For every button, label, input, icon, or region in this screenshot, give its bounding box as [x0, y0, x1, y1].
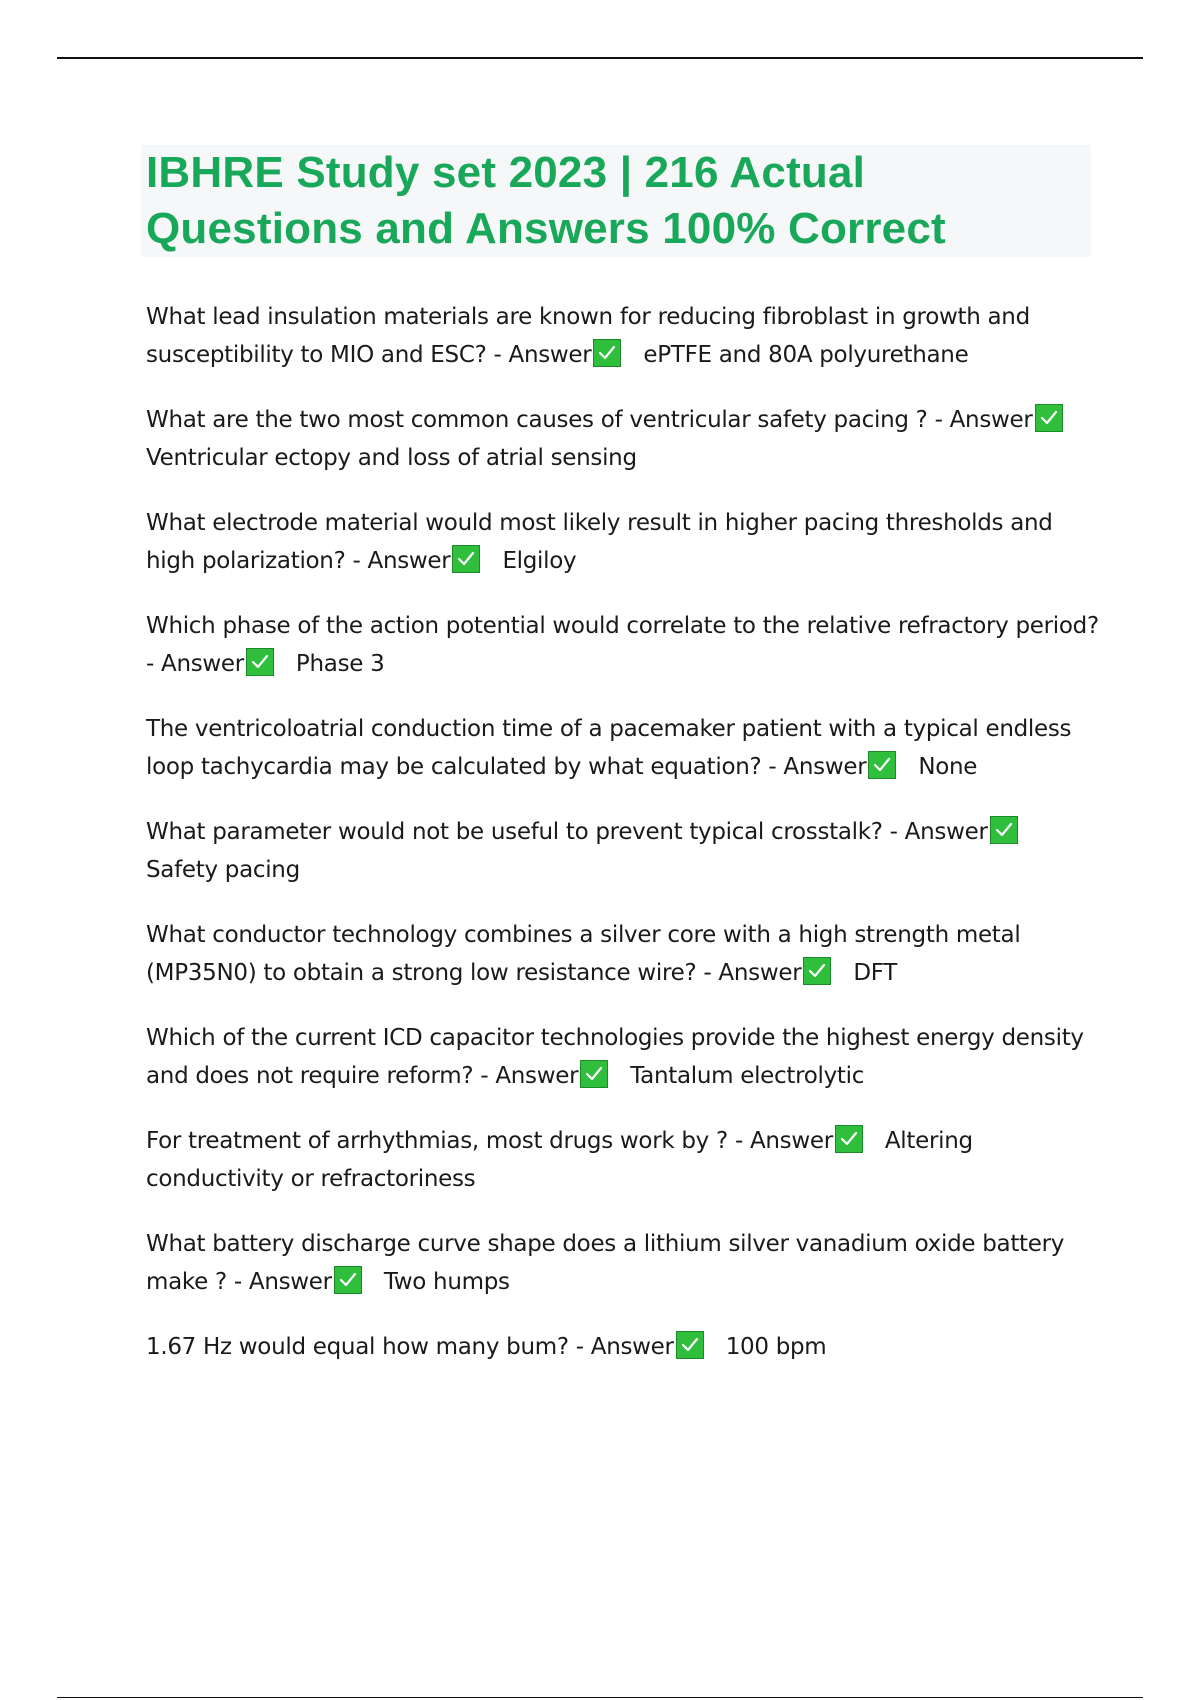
answer-label: - Answer: [768, 754, 867, 780]
document-title: IBHRE Study set 2023 | 216 Actual Questions and Answers 100% Correct: [146, 148, 946, 253]
answer-text: DFT: [853, 960, 898, 986]
answer-text: Altering conductivity or refractoriness: [146, 1128, 973, 1192]
checkmark-icon: [580, 1060, 608, 1088]
title-box: [141, 145, 1091, 257]
checkmark-icon: [334, 1266, 362, 1294]
question-text: What lead insulation materials are known for reducing fibroblast in growth and susceptibility to MIO and ESC?: [146, 304, 1030, 368]
checkmark-icon: [990, 816, 1018, 844]
question-text: For treatment of arrhythmias, most drugs work by ?: [146, 1128, 728, 1154]
checkmark-icon: [676, 1331, 704, 1359]
question-text: What parameter would not be useful to prevent typical crosstalk?: [146, 819, 883, 845]
checkmark-icon: [1035, 404, 1063, 432]
answer-text: Ventricular ectopy and loss of atrial sensing: [146, 445, 637, 471]
qa-item: [146, 1019, 1106, 1095]
answer-text: ePTFE and 80A polyurethane: [643, 342, 969, 368]
answer-label: - Answer: [934, 407, 1033, 433]
qa-item: [146, 1225, 1106, 1301]
answer-text: Two humps: [383, 1269, 510, 1295]
checkmark-icon: [835, 1125, 863, 1153]
answer-label: - Answer: [734, 1128, 833, 1154]
checkmark-icon: [246, 648, 274, 676]
answer-label: - Answer: [233, 1269, 332, 1295]
question-text: What electrode material would most likely result in higher pacing thresholds and high polarization?: [146, 510, 1053, 574]
qa-item: [146, 298, 1106, 374]
answer-label: - Answer: [480, 1063, 579, 1089]
question-text: Which of the current ICD capacitor technologies provide the highest energy density and does not require reform?: [146, 1025, 1084, 1089]
answer-text: 100 bpm: [725, 1334, 827, 1360]
qa-item: [146, 607, 1106, 683]
checkmark-icon: [593, 339, 621, 367]
qa-item: [146, 710, 1106, 786]
qa-item: [146, 813, 1106, 889]
answer-text: Tantalum electrolytic: [630, 1063, 865, 1089]
question-text: What battery discharge curve shape does a lithium silver vanadium oxide battery make ?: [146, 1231, 1065, 1295]
bottom-rule: [57, 1697, 1143, 1698]
answer-label: - Answer: [146, 651, 244, 677]
answer-text: Phase 3: [295, 651, 385, 677]
qa-item: [146, 401, 1106, 477]
qa-item: [146, 504, 1106, 580]
qa-item: [146, 1328, 1106, 1366]
answer-label: - Answer: [493, 342, 592, 368]
question-text: 1.67 Hz would equal how many bum?: [146, 1334, 569, 1360]
question-text: What are the two most common causes of ventricular safety pacing ?: [146, 407, 928, 433]
top-rule: [57, 57, 1143, 59]
checkmark-icon: [868, 751, 896, 779]
checkmark-icon: [452, 545, 480, 573]
answer-label: - Answer: [703, 960, 802, 986]
qa-item: [146, 1122, 1106, 1198]
question-text: What conductor technology combines a silver core with a high strength metal (MP35N0) to obtain a strong low resistance wire?: [146, 922, 1021, 986]
answer-text: None: [918, 754, 978, 780]
answer-label: - Answer: [575, 1334, 674, 1360]
qa-item: [146, 916, 1106, 992]
answer-text: Safety pacing: [146, 857, 300, 883]
question-text: The ventricoloatrial conduction time of a pacemaker patient with a typical endless loop tachycardia may be calculated by what equation?: [146, 716, 1072, 780]
question-text: Which phase of the action potential would correlate to the relative refractory period?: [146, 613, 1099, 639]
answer-label: - Answer: [889, 819, 988, 845]
answer-text: Elgiloy: [502, 548, 577, 574]
checkmark-icon: [803, 957, 831, 985]
qa-list: [146, 298, 1106, 1393]
answer-label: - Answer: [352, 548, 451, 574]
